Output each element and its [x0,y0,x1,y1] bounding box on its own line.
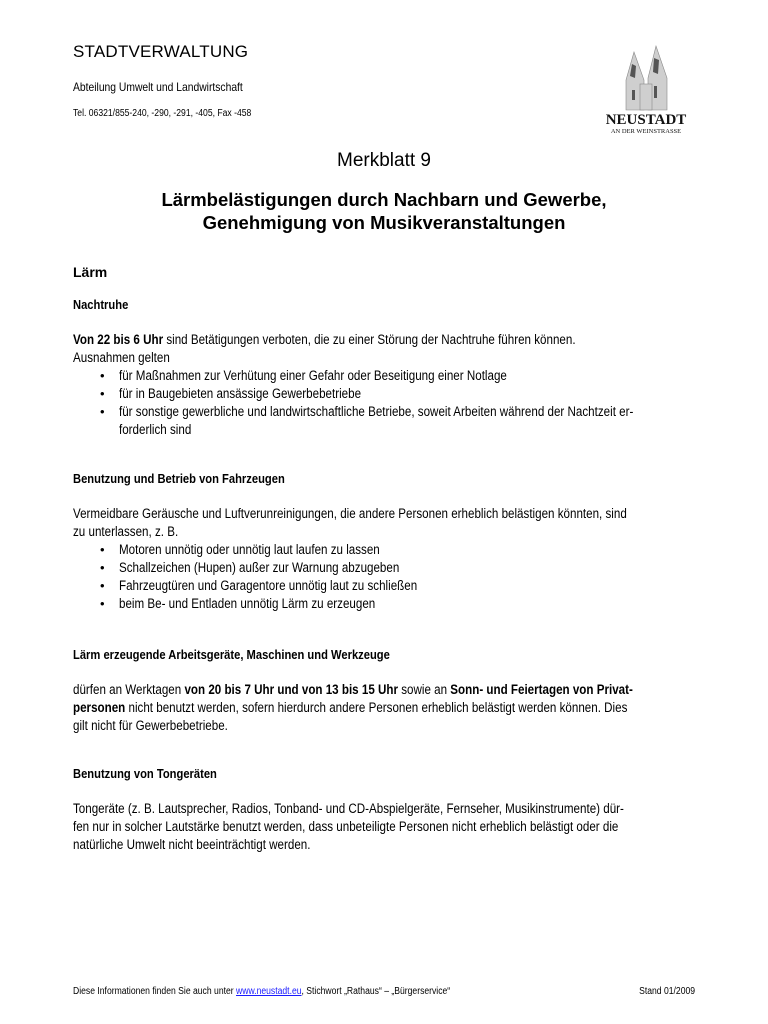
website-link[interactable]: www.neustadt.eu [236,986,302,997]
org-name: STADTVERWALTUNG [73,42,249,61]
paragraph-arbeitsgeraete: dürfen an Werktagen von 20 bis 7 Uhr und von 13 bis 15 Uhr sowie an Sonn- und Feiertagen von Privat- personen nicht benutzt werden, sofern hierdurch andere Personen erheblich belästigt werden können. Dies gilt nicht für Gewerbebetriebe. [73,682,633,733]
list-item: • beim Be- und Entladen unnötig Lärm zu erzeugen [73,595,713,613]
nachtruhe-bold: Von 22 bis 6 Uhr [73,332,164,347]
paragraph-nachtruhe: Von 22 bis 6 Uhr sind Betätigungen verboten, die zu einer Störung der Nachtruhe führen können. Ausnahmen gelten [73,332,576,365]
heading-fahrzeuge: Benutzung und Betrieb von Fahrzeugen [73,471,285,486]
section-heading-laerm: Lärm [73,264,108,280]
fahrzeuge-examples-list [73,541,713,613]
list-item: • für sonstige gewerbliche und landwirtschaftliche Betriebe, soweit Arbeiten während der Nachtzeit er- forderlich sind [73,403,713,439]
list-item: • für Maßnahmen zur Verhütung einer Gefahr oder Beseitigung einer Notlage [73,367,713,385]
document-title [0,188,768,234]
list-item: • für in Baugebieten ansässige Gewerbebetriebe [73,385,713,403]
list-item: • Fahrzeugtüren und Garagentore unnötig laut zu schließen [73,577,713,595]
nachtruhe-exceptions-list [73,367,713,439]
paragraph-tongeraete: Tongeräte (z. B. Lautsprecher, Radios, Tonband- und CD-Abspielgeräte, Fernseher, Musikinstrumente) dür- fen nur in solcher Lautstärke benutzt werden, dass unbeteiligte Personen nicht erheblich belästigt oder die natürliche Umwelt nicht beeinträchtigt werden. [73,801,624,852]
title-line-2: Genehmigung von Musikveranstaltungen [202,212,566,233]
list-item: • Motoren unnötig oder unnötig laut laufen zu lassen [73,541,713,559]
list-item: • Schallzeichen (Hupen) außer zur Warnung abzugeben [73,559,713,577]
department: Abteilung Umwelt und Landwirtschaft [73,80,243,94]
heading-nachtruhe: Nachtruhe [73,297,129,312]
heading-arbeitsgeraete: Lärm erzeugende Arbeitsgeräte, Maschinen und Werkzeuge [73,647,390,662]
heading-tongeraete: Benutzung von Tongeräten [73,766,217,781]
footer: Diese Informationen finden Sie auch unter www.neustadt.eu, Stichwort „Rathaus“ – „Bürgerservice“ Stand 01/2009 [73,986,695,997]
document-number: Merkblatt 9 [337,150,431,171]
logo-text: NEUSTADT [605,112,687,128]
stand-date: Stand 01/2009 [639,986,695,997]
title-line-1: Lärmbelästigungen durch Nachbarn und Gewerbe, [161,189,607,210]
logo-subtext: AN DER WEINSTRASSE [610,128,682,135]
paragraph-fahrzeuge: Vermeidbare Geräusche und Luftverunreinigungen, die andere Personen erheblich belästigen könnten, sind zu unterlassen, z. B. [73,506,627,539]
phone-line: Tel. 06321/855-240, -290, -291, -405, Fax -458 [73,108,252,119]
city-logo [592,44,700,136]
